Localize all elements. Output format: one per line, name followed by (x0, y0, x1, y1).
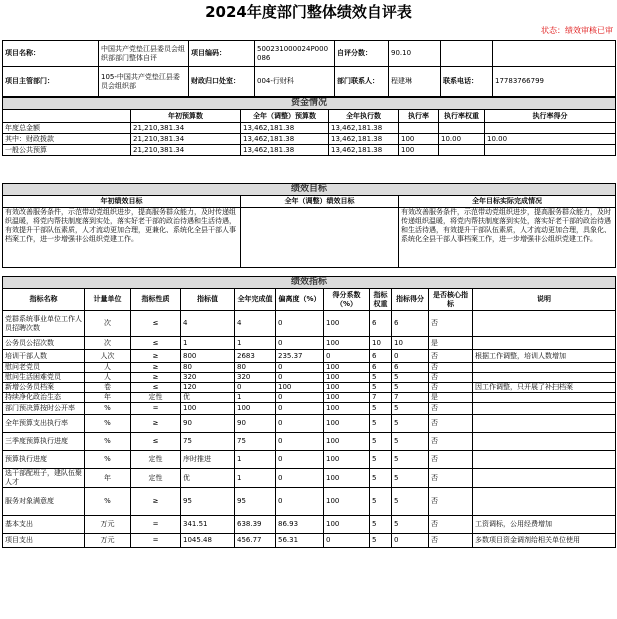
indicator-cell: 100 (324, 383, 370, 393)
indicator-cell: % (85, 415, 131, 433)
indicator-cell: 6 (370, 363, 392, 373)
initial-goal-text: 有效改善服务条件，示范带动党组织进步，提高服务群众能力，及时传递组织温暖，将党内帮扶制度落到实处，落实好老干部的政治待遇和生活待遇，有效提升干部队伍素质，人才流动更加合理，更兼化、系统化全县干部人事档案工作，进一步增强非公组织党建工作。 (3, 208, 241, 268)
fin-label: 财政归口处室： (189, 67, 255, 97)
indicator-cell: 年 (85, 393, 131, 403)
indicator-cell: ≤ (131, 311, 181, 337)
indicator-cell: 56.31 (276, 534, 324, 548)
indicator-name: 基本支出 (3, 516, 85, 534)
indicator-cell: 95 (235, 488, 276, 516)
indicator-cell: 5 (370, 383, 392, 393)
adjusted-goal-text (241, 208, 399, 268)
indicator-cell: 5 (370, 433, 392, 451)
table-row (3, 373, 616, 383)
indicator-name: 持续净化政治生态 (3, 393, 85, 403)
indicator-header: 说明 (473, 289, 616, 311)
contact-label: 部门联系人： (335, 67, 389, 97)
indicator-header: 计量单位 (85, 289, 131, 311)
indicator-cell: % (85, 403, 131, 415)
goals-table (2, 183, 616, 268)
indicator-cell: 100 (324, 363, 370, 373)
indicator-cell: 0 (276, 393, 324, 403)
indicator-cell: 5 (370, 373, 392, 383)
indicator-cell: 1 (181, 337, 235, 350)
funds-header: 执行率 (399, 110, 439, 123)
indicator-cell: 5 (370, 469, 392, 488)
indicator-cell: 否 (429, 383, 473, 393)
indicator-cell: 235.37 (276, 350, 324, 363)
phone-value: 17783766799 (493, 67, 616, 97)
indicator-cell: 800 (181, 350, 235, 363)
table-row (3, 363, 616, 373)
indicator-cell: 100 (181, 403, 235, 415)
indicator-cell (473, 469, 616, 488)
indicator-name: 公务员公招次数 (3, 337, 85, 350)
goals-band: 绩效目标 (3, 184, 616, 196)
indicator-name: 慰问生活困难党员 (3, 373, 85, 383)
indicator-cell: 5 (392, 516, 429, 534)
indicator-cell: 多数项目资金调剂给相关单位使用 (473, 534, 616, 548)
indicator-cell: 120 (181, 383, 235, 393)
indicator-cell: 人次 (85, 350, 131, 363)
indicator-cell: 100 (324, 516, 370, 534)
indicator-cell: 638.39 (235, 516, 276, 534)
indicator-cell: 定性 (131, 469, 181, 488)
indicator-cell: 456.77 (235, 534, 276, 548)
indicator-header: 指标值 (181, 289, 235, 311)
indicator-cell: 320 (181, 373, 235, 383)
indicator-cell: 0 (324, 534, 370, 548)
indicator-cell: 7 (370, 393, 392, 403)
indicator-header: 偏离度（%） (276, 289, 324, 311)
actual-goal-text: 有效改善服务条件，示范带动党组织进步，提高服务群众能力，及时传递组织温暖，将党内帮扶制度落到实处，落实好老干部的政治待遇和生活待遇，有效提升干部队伍素质，人才流动更加合理，具象化、系统化全县干部人事档案工作，进一步增强非公组织党建工作。 (399, 208, 616, 268)
indicator-cell: 6 (370, 311, 392, 337)
indicator-cell: 4 (235, 311, 276, 337)
indicator-cell: 万元 (85, 516, 131, 534)
indicator-cell: 否 (429, 373, 473, 383)
indicator-header: 是否核心指标 (429, 289, 473, 311)
indicator-cell: 年 (85, 469, 131, 488)
indicator-name: 全年预算支出执行率 (3, 415, 85, 433)
indicator-cell: 否 (429, 451, 473, 469)
indicator-cell: 4 (181, 311, 235, 337)
indicator-cell: 1 (235, 451, 276, 469)
indicator-cell: 0 (276, 488, 324, 516)
fin-value: 004-行财科 (255, 67, 335, 97)
indicator-cell: 因工作调整，只开展了补扫档案 (473, 383, 616, 393)
indicator-cell: 0 (324, 350, 370, 363)
indicator-cell: 90 (235, 415, 276, 433)
project-code-label: 项目编码： (189, 41, 255, 67)
self-score-label: 自评分数： (335, 41, 389, 67)
indicator-name: 项目支出 (3, 534, 85, 548)
table-row (3, 534, 616, 548)
funds-header: 全年执行数 (329, 110, 399, 123)
indicator-cell: 0 (392, 350, 429, 363)
indicator-cell: 次 (85, 311, 131, 337)
indicator-cell: 1 (235, 469, 276, 488)
indicator-cell: 万元 (85, 534, 131, 548)
indicator-cell: 1 (235, 393, 276, 403)
indicator-cell: 100 (324, 433, 370, 451)
indicator-name: 选干部配班子，建队伍聚人才 (3, 469, 85, 488)
indicator-cell: 320 (235, 373, 276, 383)
indicator-cell: 卷 (85, 383, 131, 393)
indicator-cell: = (131, 516, 181, 534)
indicator-cell: ≥ (131, 350, 181, 363)
table-row (3, 383, 616, 393)
indicator-cell: 100 (276, 383, 324, 393)
indicator-name: 慰问老党员 (3, 363, 85, 373)
indicator-cell: = (131, 534, 181, 548)
indicator-cell: 工资调标，公用经费增加 (473, 516, 616, 534)
indicator-cell: 否 (429, 516, 473, 534)
indicator-cell (473, 403, 616, 415)
table-row (3, 350, 616, 363)
indicator-cell: 否 (429, 350, 473, 363)
indicator-cell: 1045.48 (181, 534, 235, 548)
table-row (3, 311, 616, 337)
indicator-cell: 5 (392, 469, 429, 488)
indicator-cell: 6 (392, 363, 429, 373)
indicator-cell: 100 (324, 451, 370, 469)
table-row (3, 337, 616, 350)
phone-label: 联系电话： (441, 67, 493, 97)
indicator-cell: 否 (429, 534, 473, 548)
indicator-name: 服务对象满意度 (3, 488, 85, 516)
indicator-cell: 人 (85, 373, 131, 383)
indicator-cell: 5 (392, 373, 429, 383)
indicator-cell: 10 (392, 337, 429, 350)
indicator-cell: 80 (181, 363, 235, 373)
indicator-cell: ≤ (131, 433, 181, 451)
indicator-cell: 是 (429, 393, 473, 403)
contact-value: 程建琳 (389, 67, 441, 97)
table-row (3, 403, 616, 415)
indicator-cell: 5 (370, 488, 392, 516)
indicator-cell: 0 (276, 337, 324, 350)
table-row (3, 433, 616, 451)
indicator-cell: 100 (235, 403, 276, 415)
table-row: 年度总金额 21,210,381.34 13,462,181.38 13,462,181.38 (3, 123, 616, 134)
indicator-cell: 0 (276, 363, 324, 373)
indicator-header: 全年完成值 (235, 289, 276, 311)
table-row (3, 469, 616, 488)
indicator-cell: 6 (392, 311, 429, 337)
indicator-header: 指标性质 (131, 289, 181, 311)
indicator-cell: 6 (370, 350, 392, 363)
indicator-name: 新增公务员档案 (3, 383, 85, 393)
indicator-name: 党群系统事业单位工作人员招聘次数 (3, 311, 85, 337)
table-row: 一般公共预算 21,210,381.34 13,462,181.38 13,462,181.38 100 (3, 145, 616, 156)
funds-header: 全年（调整）预算数 (241, 110, 329, 123)
indicator-cell: 0 (392, 534, 429, 548)
indicator-cell: 341.51 (181, 516, 235, 534)
indicator-cell (473, 488, 616, 516)
indicator-cell: 5 (392, 433, 429, 451)
indicator-cell: 80 (235, 363, 276, 373)
funds-header: 年初预算数 (131, 110, 241, 123)
table-row (3, 516, 616, 534)
indicator-cell: % (85, 488, 131, 516)
indicator-cell: 100 (324, 403, 370, 415)
indicator-cell: 优 (181, 393, 235, 403)
indicator-cell: 0 (276, 415, 324, 433)
indicator-cell: ≤ (131, 383, 181, 393)
table-row (3, 488, 616, 516)
indicator-cell: 5 (370, 403, 392, 415)
indicator-cell: 100 (324, 373, 370, 383)
dept-label: 项目主管部门： (3, 67, 99, 97)
indicator-cell: ≤ (131, 337, 181, 350)
indicators-table (2, 276, 616, 548)
funds-header: 执行率得分 (485, 110, 616, 123)
indicator-cell: 5 (392, 383, 429, 393)
project-code-value: 500231000024P000086 (255, 41, 335, 67)
indicator-cell (473, 373, 616, 383)
page-title: 2024年度部门整体绩效自评表 (205, 3, 412, 21)
indicator-cell: 100 (324, 415, 370, 433)
indicator-cell: 定性 (131, 393, 181, 403)
indicator-cell: 86.93 (276, 516, 324, 534)
indicator-cell: 100 (324, 393, 370, 403)
table-row (3, 451, 616, 469)
indicator-cell: 根据工作调整，培训人数增加 (473, 350, 616, 363)
indicator-cell: ≥ (131, 415, 181, 433)
indicator-cell: 5 (392, 403, 429, 415)
indicator-cell: 否 (429, 403, 473, 415)
status-badge: 状态：绩效审核已审 (541, 26, 613, 35)
indicator-cell: 5 (370, 451, 392, 469)
indicator-cell: 否 (429, 311, 473, 337)
indicator-cell (473, 433, 616, 451)
indicator-cell: 90 (181, 415, 235, 433)
indicator-cell: 否 (429, 433, 473, 451)
project-name-value: 中国共产党垫江县委员会组织部部门整体自评 (99, 41, 189, 67)
funds-band: 资金情况 (3, 98, 616, 110)
indicator-name: 培训干部人数 (3, 350, 85, 363)
dept-value: 105-中国共产党垫江县委员会组织部 (99, 67, 189, 97)
funds-header: 执行率权重 (439, 110, 485, 123)
indicator-cell: 0 (276, 373, 324, 383)
indicator-cell: 10 (370, 337, 392, 350)
project-info-table (2, 40, 616, 97)
table-row (3, 393, 616, 403)
indicator-cell: 否 (429, 415, 473, 433)
indicator-cell: 次 (85, 337, 131, 350)
indicator-cell: 5 (392, 488, 429, 516)
indicator-header: 得分系数（%） (324, 289, 370, 311)
indicator-cell: 1 (235, 337, 276, 350)
project-name-label: 项目名称： (3, 41, 99, 67)
indicator-cell: 100 (324, 469, 370, 488)
indicator-cell: 否 (429, 469, 473, 488)
indicator-header: 指标得分 (392, 289, 429, 311)
table-row: 其中：财政拨款 21,210,381.34 13,462,181.38 13,462,181.38 100 10.00 10.00 (3, 134, 616, 145)
indicator-cell: ≥ (131, 363, 181, 373)
indicator-cell: 0 (276, 311, 324, 337)
indicator-cell: 序时推进 (181, 451, 235, 469)
indicator-cell: 定性 (131, 451, 181, 469)
indicator-cell: ≥ (131, 488, 181, 516)
indicator-cell: 7 (392, 393, 429, 403)
indicator-cell: 0 (276, 451, 324, 469)
indicator-cell: 优 (181, 469, 235, 488)
indicator-cell (473, 451, 616, 469)
indicator-cell: 0 (276, 433, 324, 451)
indicator-cell: 否 (429, 488, 473, 516)
indicator-cell: 0 (276, 403, 324, 415)
indicator-header: 指标名称 (3, 289, 85, 311)
indicator-cell: 0 (276, 469, 324, 488)
indicator-cell: 95 (181, 488, 235, 516)
indicator-name: 预算执行进度 (3, 451, 85, 469)
funds-table (2, 97, 616, 156)
indicator-cell (473, 311, 616, 337)
indicator-cell: 75 (181, 433, 235, 451)
indicator-cell: 100 (324, 337, 370, 350)
indicator-cell: 5 (392, 451, 429, 469)
indicator-cell: 5 (370, 516, 392, 534)
indicator-header: 指标权重 (370, 289, 392, 311)
indicator-cell: 5 (370, 534, 392, 548)
indicator-cell: 75 (235, 433, 276, 451)
indicator-cell: 5 (392, 415, 429, 433)
goals-header: 年初绩效目标 (3, 196, 241, 208)
indicator-cell: = (131, 403, 181, 415)
indicator-cell: 100 (324, 488, 370, 516)
indicator-name: 部门预决算按时公开率 (3, 403, 85, 415)
indicators-band: 绩效指标 (3, 277, 616, 289)
indicator-cell: % (85, 433, 131, 451)
indicator-cell: 100 (324, 311, 370, 337)
indicator-cell: ≥ (131, 373, 181, 383)
goals-header: 全年（调整）绩效目标 (241, 196, 399, 208)
indicator-cell: 5 (370, 415, 392, 433)
indicator-cell: 人 (85, 363, 131, 373)
indicator-cell (473, 337, 616, 350)
indicator-name: 三季度预算执行进度 (3, 433, 85, 451)
indicator-cell (473, 415, 616, 433)
table-row (3, 415, 616, 433)
indicator-cell: % (85, 451, 131, 469)
indicator-cell (473, 393, 616, 403)
indicator-cell (473, 363, 616, 373)
indicator-cell: 否 (429, 363, 473, 373)
indicator-cell: 是 (429, 337, 473, 350)
indicator-cell: 2683 (235, 350, 276, 363)
indicator-cell: 0 (235, 383, 276, 393)
goals-header: 全年目标实际完成情况 (399, 196, 616, 208)
self-score-value: 90.10 (389, 41, 441, 67)
